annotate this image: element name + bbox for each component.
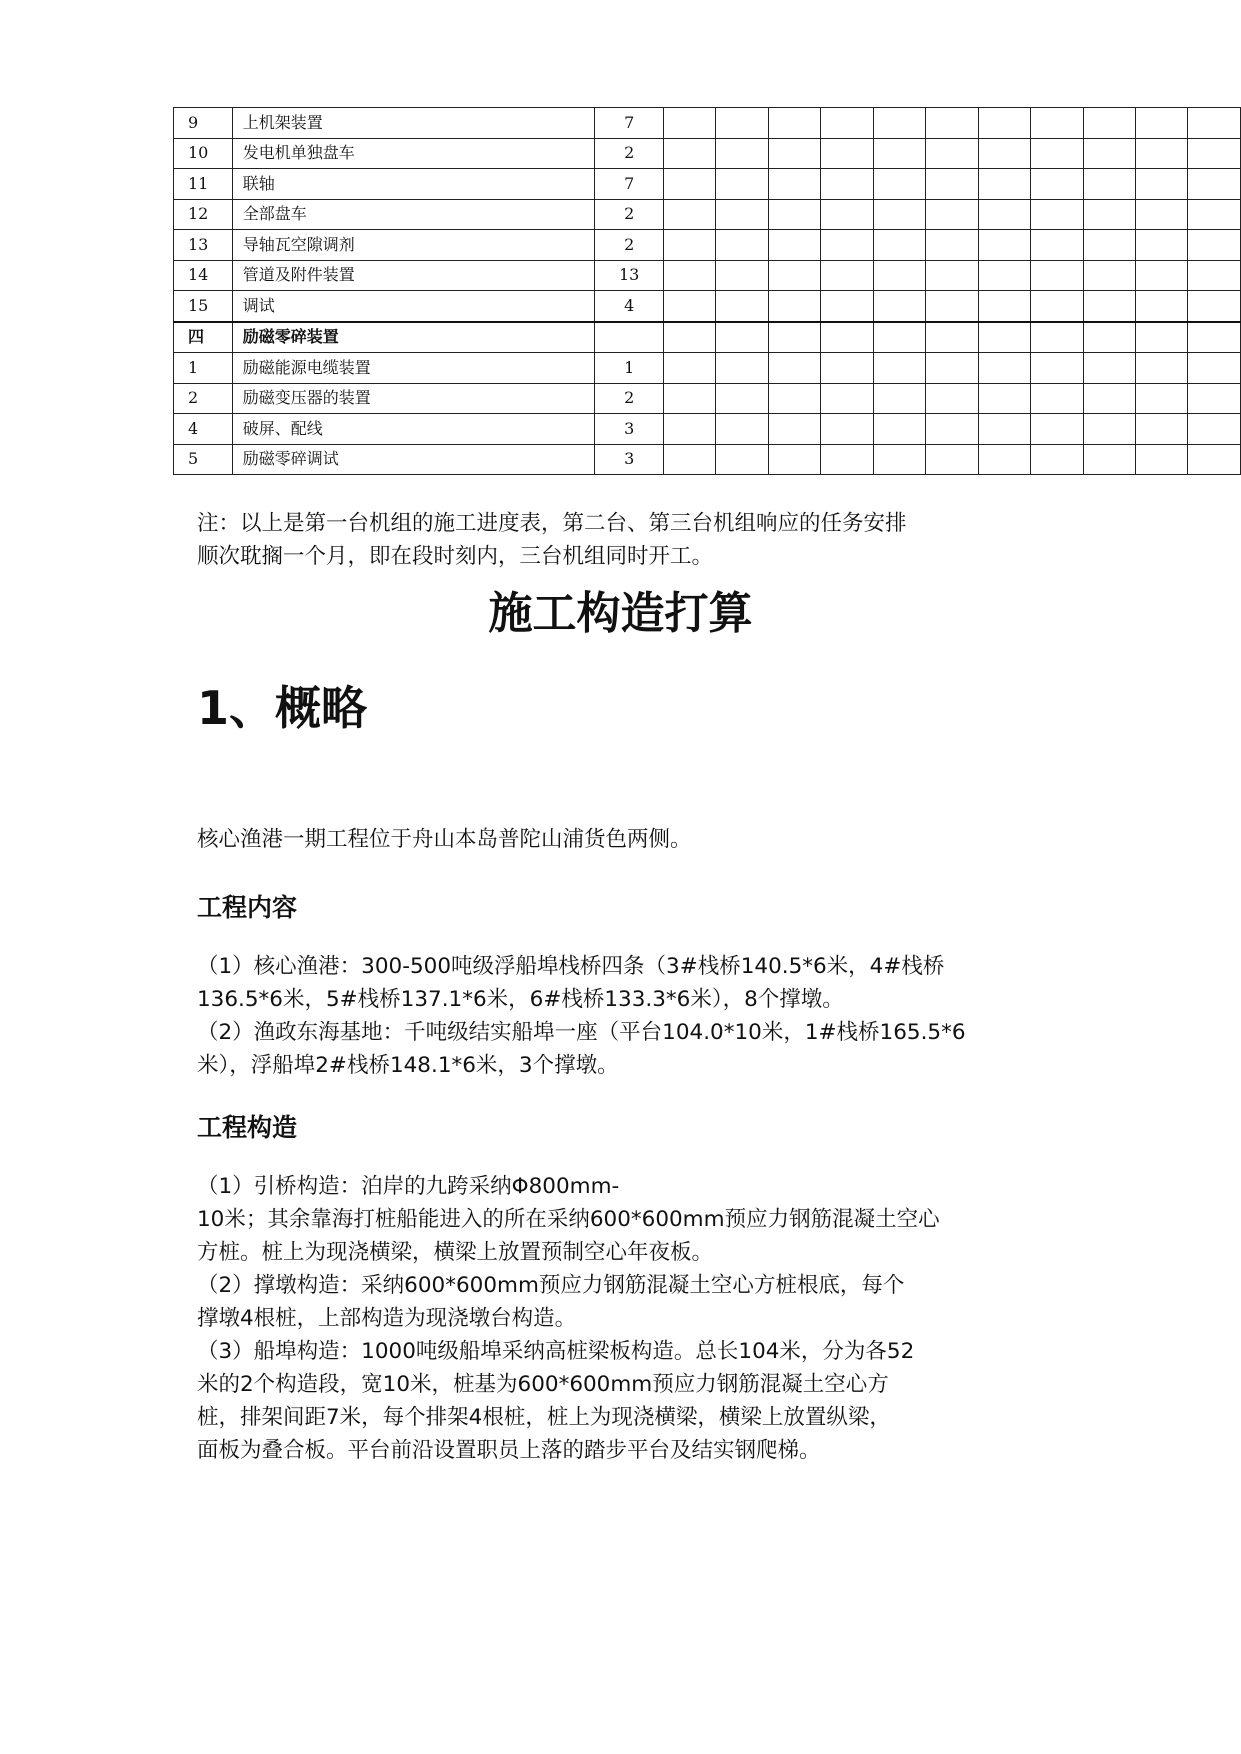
timeline-cell xyxy=(873,291,925,322)
timeline-cell xyxy=(1083,260,1135,291)
timeline-cell xyxy=(926,169,978,200)
timeline-cell xyxy=(873,260,925,291)
duration-cell: 7 xyxy=(595,169,664,200)
row-number-cell: 1 xyxy=(174,353,233,384)
timeline-cell xyxy=(1188,169,1241,200)
timeline-cell xyxy=(663,322,715,353)
timeline-cell xyxy=(768,322,820,353)
schedule-note xyxy=(197,507,1097,573)
timeline-cell xyxy=(663,169,715,200)
content-item-1-line-2: 136.5*6米，5#栈桥137.1*6米，6#栈桥133.3*6米），8个撑墩。 xyxy=(197,987,844,1012)
timeline-cell xyxy=(873,322,925,353)
schedule-row xyxy=(174,353,1241,384)
timeline-cell xyxy=(978,291,1030,322)
timeline-cell xyxy=(978,444,1030,475)
schedule-row xyxy=(174,414,1241,445)
timeline-cell xyxy=(768,138,820,169)
timeline-cell xyxy=(821,138,873,169)
structure-line: （3）船埠构造：1000吨级船埠采纳高桩梁板构造。总长104米，分为各52 xyxy=(197,1339,915,1364)
timeline-cell xyxy=(663,414,715,445)
row-number-cell: 12 xyxy=(174,199,233,230)
schedule-table xyxy=(173,107,1241,475)
timeline-cell xyxy=(1135,444,1187,475)
timeline-cell xyxy=(926,414,978,445)
timeline-cell xyxy=(1135,138,1187,169)
duration-cell: 4 xyxy=(595,291,664,322)
timeline-cell xyxy=(873,414,925,445)
timeline-cell xyxy=(1188,291,1241,322)
timeline-cell xyxy=(1188,383,1241,414)
timeline-cell xyxy=(978,169,1030,200)
note-line-1: 注：以上是第一台机组的施工进度表，第二台、第三台机组响应的任务安排 xyxy=(197,511,907,536)
timeline-cell xyxy=(663,138,715,169)
timeline-cell xyxy=(978,230,1030,261)
timeline-cell xyxy=(716,322,768,353)
duration-cell xyxy=(595,322,664,353)
timeline-cell xyxy=(1083,444,1135,475)
timeline-cell xyxy=(663,230,715,261)
timeline-cell xyxy=(768,169,820,200)
timeline-cell xyxy=(1135,169,1187,200)
schedule-row xyxy=(174,260,1241,291)
timeline-cell xyxy=(1031,322,1083,353)
schedule-row xyxy=(174,383,1241,414)
row-number-cell: 15 xyxy=(174,291,233,322)
row-number-cell: 四 xyxy=(174,322,233,353)
timeline-cell xyxy=(1188,199,1241,230)
timeline-cell xyxy=(716,383,768,414)
timeline-cell xyxy=(1188,322,1241,353)
timeline-cell xyxy=(1135,230,1187,261)
timeline-cell xyxy=(821,169,873,200)
timeline-cell xyxy=(716,199,768,230)
timeline-cell xyxy=(716,138,768,169)
timeline-cell xyxy=(873,169,925,200)
timeline-cell xyxy=(1031,353,1083,384)
timeline-cell xyxy=(1188,414,1241,445)
timeline-cell xyxy=(1083,414,1135,445)
timeline-cell xyxy=(1031,230,1083,261)
duration-cell: 2 xyxy=(595,230,664,261)
duration-cell: 13 xyxy=(595,260,664,291)
timeline-cell xyxy=(873,199,925,230)
task-name-cell: 联轴 xyxy=(232,169,595,200)
task-name-cell: 励磁变压器的装置 xyxy=(232,383,595,414)
timeline-cell xyxy=(768,414,820,445)
timeline-cell xyxy=(978,199,1030,230)
timeline-cell xyxy=(1031,260,1083,291)
timeline-cell xyxy=(716,353,768,384)
timeline-cell xyxy=(978,383,1030,414)
timeline-cell xyxy=(1031,414,1083,445)
structure-line: 撑墩4根桩，上部构造为现浇墩台构造。 xyxy=(197,1306,577,1331)
timeline-cell xyxy=(978,353,1030,384)
timeline-cell xyxy=(978,138,1030,169)
task-name-cell: 励磁零碎调试 xyxy=(232,444,595,475)
section-1-heading: 1、概略 xyxy=(197,681,368,735)
timeline-cell xyxy=(1083,138,1135,169)
timeline-cell xyxy=(768,199,820,230)
structure-line: （1）引桥构造：泊岸的九跨采纳Φ800mm- xyxy=(197,1174,620,1199)
timeline-cell xyxy=(663,291,715,322)
timeline-cell xyxy=(873,108,925,139)
timeline-cell xyxy=(1188,260,1241,291)
task-name-cell: 管道及附件装置 xyxy=(232,260,595,291)
content-item-2-line-1: （2）渔政东海基地：千吨级结实船埠一座（平台104.0*10米，1#栈桥165.5*6 xyxy=(197,1020,966,1045)
duration-cell: 3 xyxy=(595,444,664,475)
schedule-row xyxy=(174,444,1241,475)
row-number-cell: 10 xyxy=(174,138,233,169)
timeline-cell xyxy=(1135,260,1187,291)
timeline-cell xyxy=(873,138,925,169)
task-name-cell: 发电机单独盘车 xyxy=(232,138,595,169)
timeline-cell xyxy=(926,199,978,230)
note-line-2: 顺次耽搁一个月，即在段时刻内，三台机组同时开工。 xyxy=(197,544,714,569)
timeline-cell xyxy=(1188,353,1241,384)
timeline-cell xyxy=(1031,138,1083,169)
timeline-cell xyxy=(663,444,715,475)
duration-cell: 7 xyxy=(595,108,664,139)
project-structure-heading: 工程构造 xyxy=(197,1113,298,1142)
timeline-cell xyxy=(768,291,820,322)
timeline-cell xyxy=(1083,230,1135,261)
timeline-cell xyxy=(1083,322,1135,353)
task-name-cell: 上机架装置 xyxy=(232,108,595,139)
timeline-cell xyxy=(926,322,978,353)
duration-cell: 2 xyxy=(595,138,664,169)
timeline-cell xyxy=(821,322,873,353)
task-name-cell: 全部盘车 xyxy=(232,199,595,230)
timeline-cell xyxy=(716,108,768,139)
row-number-cell: 11 xyxy=(174,169,233,200)
structure-line: 桩，排架间距7米，每个排架4根桩，桩上为现浇横梁，横梁上放置纵梁， xyxy=(197,1405,891,1430)
row-number-cell: 4 xyxy=(174,414,233,445)
structure-line: 方桩。桩上为现浇横梁，横梁上放置预制空心年夜板。 xyxy=(197,1240,714,1265)
timeline-cell xyxy=(821,230,873,261)
task-name-cell: 破屏、配线 xyxy=(232,414,595,445)
timeline-cell xyxy=(926,260,978,291)
project-content-heading: 工程内容 xyxy=(197,893,298,922)
timeline-cell xyxy=(1083,291,1135,322)
timeline-cell xyxy=(1083,108,1135,139)
timeline-cell xyxy=(821,383,873,414)
timeline-cell xyxy=(768,353,820,384)
structure-line: 面板为叠合板。平台前沿设置职员上落的踏步平台及结实钢爬梯。 xyxy=(197,1438,821,1463)
duration-cell: 3 xyxy=(595,414,664,445)
timeline-cell xyxy=(1135,414,1187,445)
timeline-cell xyxy=(1031,444,1083,475)
timeline-cell xyxy=(716,230,768,261)
structure-line: 10米；其余靠海打桩船能进入的所在采纳600*600mm预应力钢筋混凝土空心 xyxy=(197,1207,940,1232)
timeline-cell xyxy=(768,383,820,414)
timeline-cell xyxy=(1083,199,1135,230)
duration-cell: 2 xyxy=(595,199,664,230)
timeline-cell xyxy=(663,108,715,139)
timeline-cell xyxy=(1135,199,1187,230)
schedule-row xyxy=(174,108,1241,139)
timeline-cell xyxy=(716,414,768,445)
page-title: 施工构造打算 xyxy=(488,588,753,639)
timeline-cell xyxy=(1083,383,1135,414)
timeline-cell xyxy=(1135,383,1187,414)
structure-line: （2）撑墩构造：采纳600*600mm预应力钢筋混凝土空心方桩根底，每个 xyxy=(197,1273,905,1298)
timeline-cell xyxy=(1031,291,1083,322)
row-number-cell: 2 xyxy=(174,383,233,414)
timeline-cell xyxy=(1031,169,1083,200)
timeline-cell xyxy=(978,260,1030,291)
timeline-cell xyxy=(821,260,873,291)
duration-cell: 1 xyxy=(595,353,664,384)
timeline-cell xyxy=(926,383,978,414)
schedule-row xyxy=(174,291,1241,322)
timeline-cell xyxy=(978,322,1030,353)
duration-cell: 2 xyxy=(595,383,664,414)
timeline-cell xyxy=(1188,444,1241,475)
timeline-cell xyxy=(926,230,978,261)
timeline-cell xyxy=(873,353,925,384)
timeline-cell xyxy=(663,353,715,384)
timeline-cell xyxy=(663,199,715,230)
timeline-cell xyxy=(1188,138,1241,169)
timeline-cell xyxy=(926,108,978,139)
timeline-cell xyxy=(926,291,978,322)
timeline-cell xyxy=(873,230,925,261)
timeline-cell xyxy=(1031,383,1083,414)
timeline-cell xyxy=(768,230,820,261)
intro-paragraph xyxy=(197,823,1077,856)
schedule-row xyxy=(174,169,1241,200)
timeline-cell xyxy=(926,138,978,169)
row-number-cell: 14 xyxy=(174,260,233,291)
timeline-cell xyxy=(716,444,768,475)
timeline-cell xyxy=(821,291,873,322)
timeline-cell xyxy=(873,444,925,475)
row-number-cell: 9 xyxy=(174,108,233,139)
timeline-cell xyxy=(1031,108,1083,139)
timeline-cell xyxy=(978,414,1030,445)
timeline-cell xyxy=(663,260,715,291)
row-number-cell: 13 xyxy=(174,230,233,261)
timeline-cell xyxy=(821,414,873,445)
task-name-cell: 调试 xyxy=(232,291,595,322)
timeline-cell xyxy=(1135,322,1187,353)
schedule-row xyxy=(174,138,1241,169)
timeline-cell xyxy=(1031,199,1083,230)
row-number-cell: 5 xyxy=(174,444,233,475)
task-name-cell: 励磁能源电缆装置 xyxy=(232,353,595,384)
timeline-cell xyxy=(873,383,925,414)
project-content-paragraph xyxy=(197,950,1077,1082)
timeline-cell xyxy=(1083,353,1135,384)
timeline-cell xyxy=(821,353,873,384)
timeline-cell xyxy=(1188,108,1241,139)
intro-text: 核心渔港一期工程位于舟山本岛普陀山浦货色两侧。 xyxy=(197,827,692,852)
timeline-cell xyxy=(716,291,768,322)
timeline-cell xyxy=(716,260,768,291)
timeline-cell xyxy=(1135,108,1187,139)
timeline-cell xyxy=(1135,291,1187,322)
structure-line: 米的2个构造段，宽10米，桩基为600*600mm预应力钢筋混凝土空心方 xyxy=(197,1372,889,1397)
timeline-cell xyxy=(663,383,715,414)
project-structure-paragraph xyxy=(197,1170,1077,1467)
schedule-row xyxy=(174,199,1241,230)
content-item-2-line-2: 米），浮船埠2#栈桥148.1*6米，3个撑墩。 xyxy=(197,1053,619,1078)
timeline-cell xyxy=(768,444,820,475)
task-name-cell: 励磁零碎装置 xyxy=(232,322,595,353)
timeline-cell xyxy=(926,353,978,384)
timeline-cell xyxy=(978,108,1030,139)
timeline-cell xyxy=(1135,353,1187,384)
timeline-cell xyxy=(821,444,873,475)
schedule-row xyxy=(174,230,1241,261)
schedule-row xyxy=(174,322,1241,353)
timeline-cell xyxy=(821,199,873,230)
timeline-cell xyxy=(821,108,873,139)
timeline-cell xyxy=(768,108,820,139)
timeline-cell xyxy=(716,169,768,200)
content-item-1-line-1: （1）核心渔港：300-500吨级浮船埠栈桥四条（3#栈桥140.5*6米，4#栈桥 xyxy=(197,954,945,979)
timeline-cell xyxy=(768,260,820,291)
timeline-cell xyxy=(926,444,978,475)
timeline-cell xyxy=(1083,169,1135,200)
task-name-cell: 导轴瓦空隙调剂 xyxy=(232,230,595,261)
timeline-cell xyxy=(1188,230,1241,261)
